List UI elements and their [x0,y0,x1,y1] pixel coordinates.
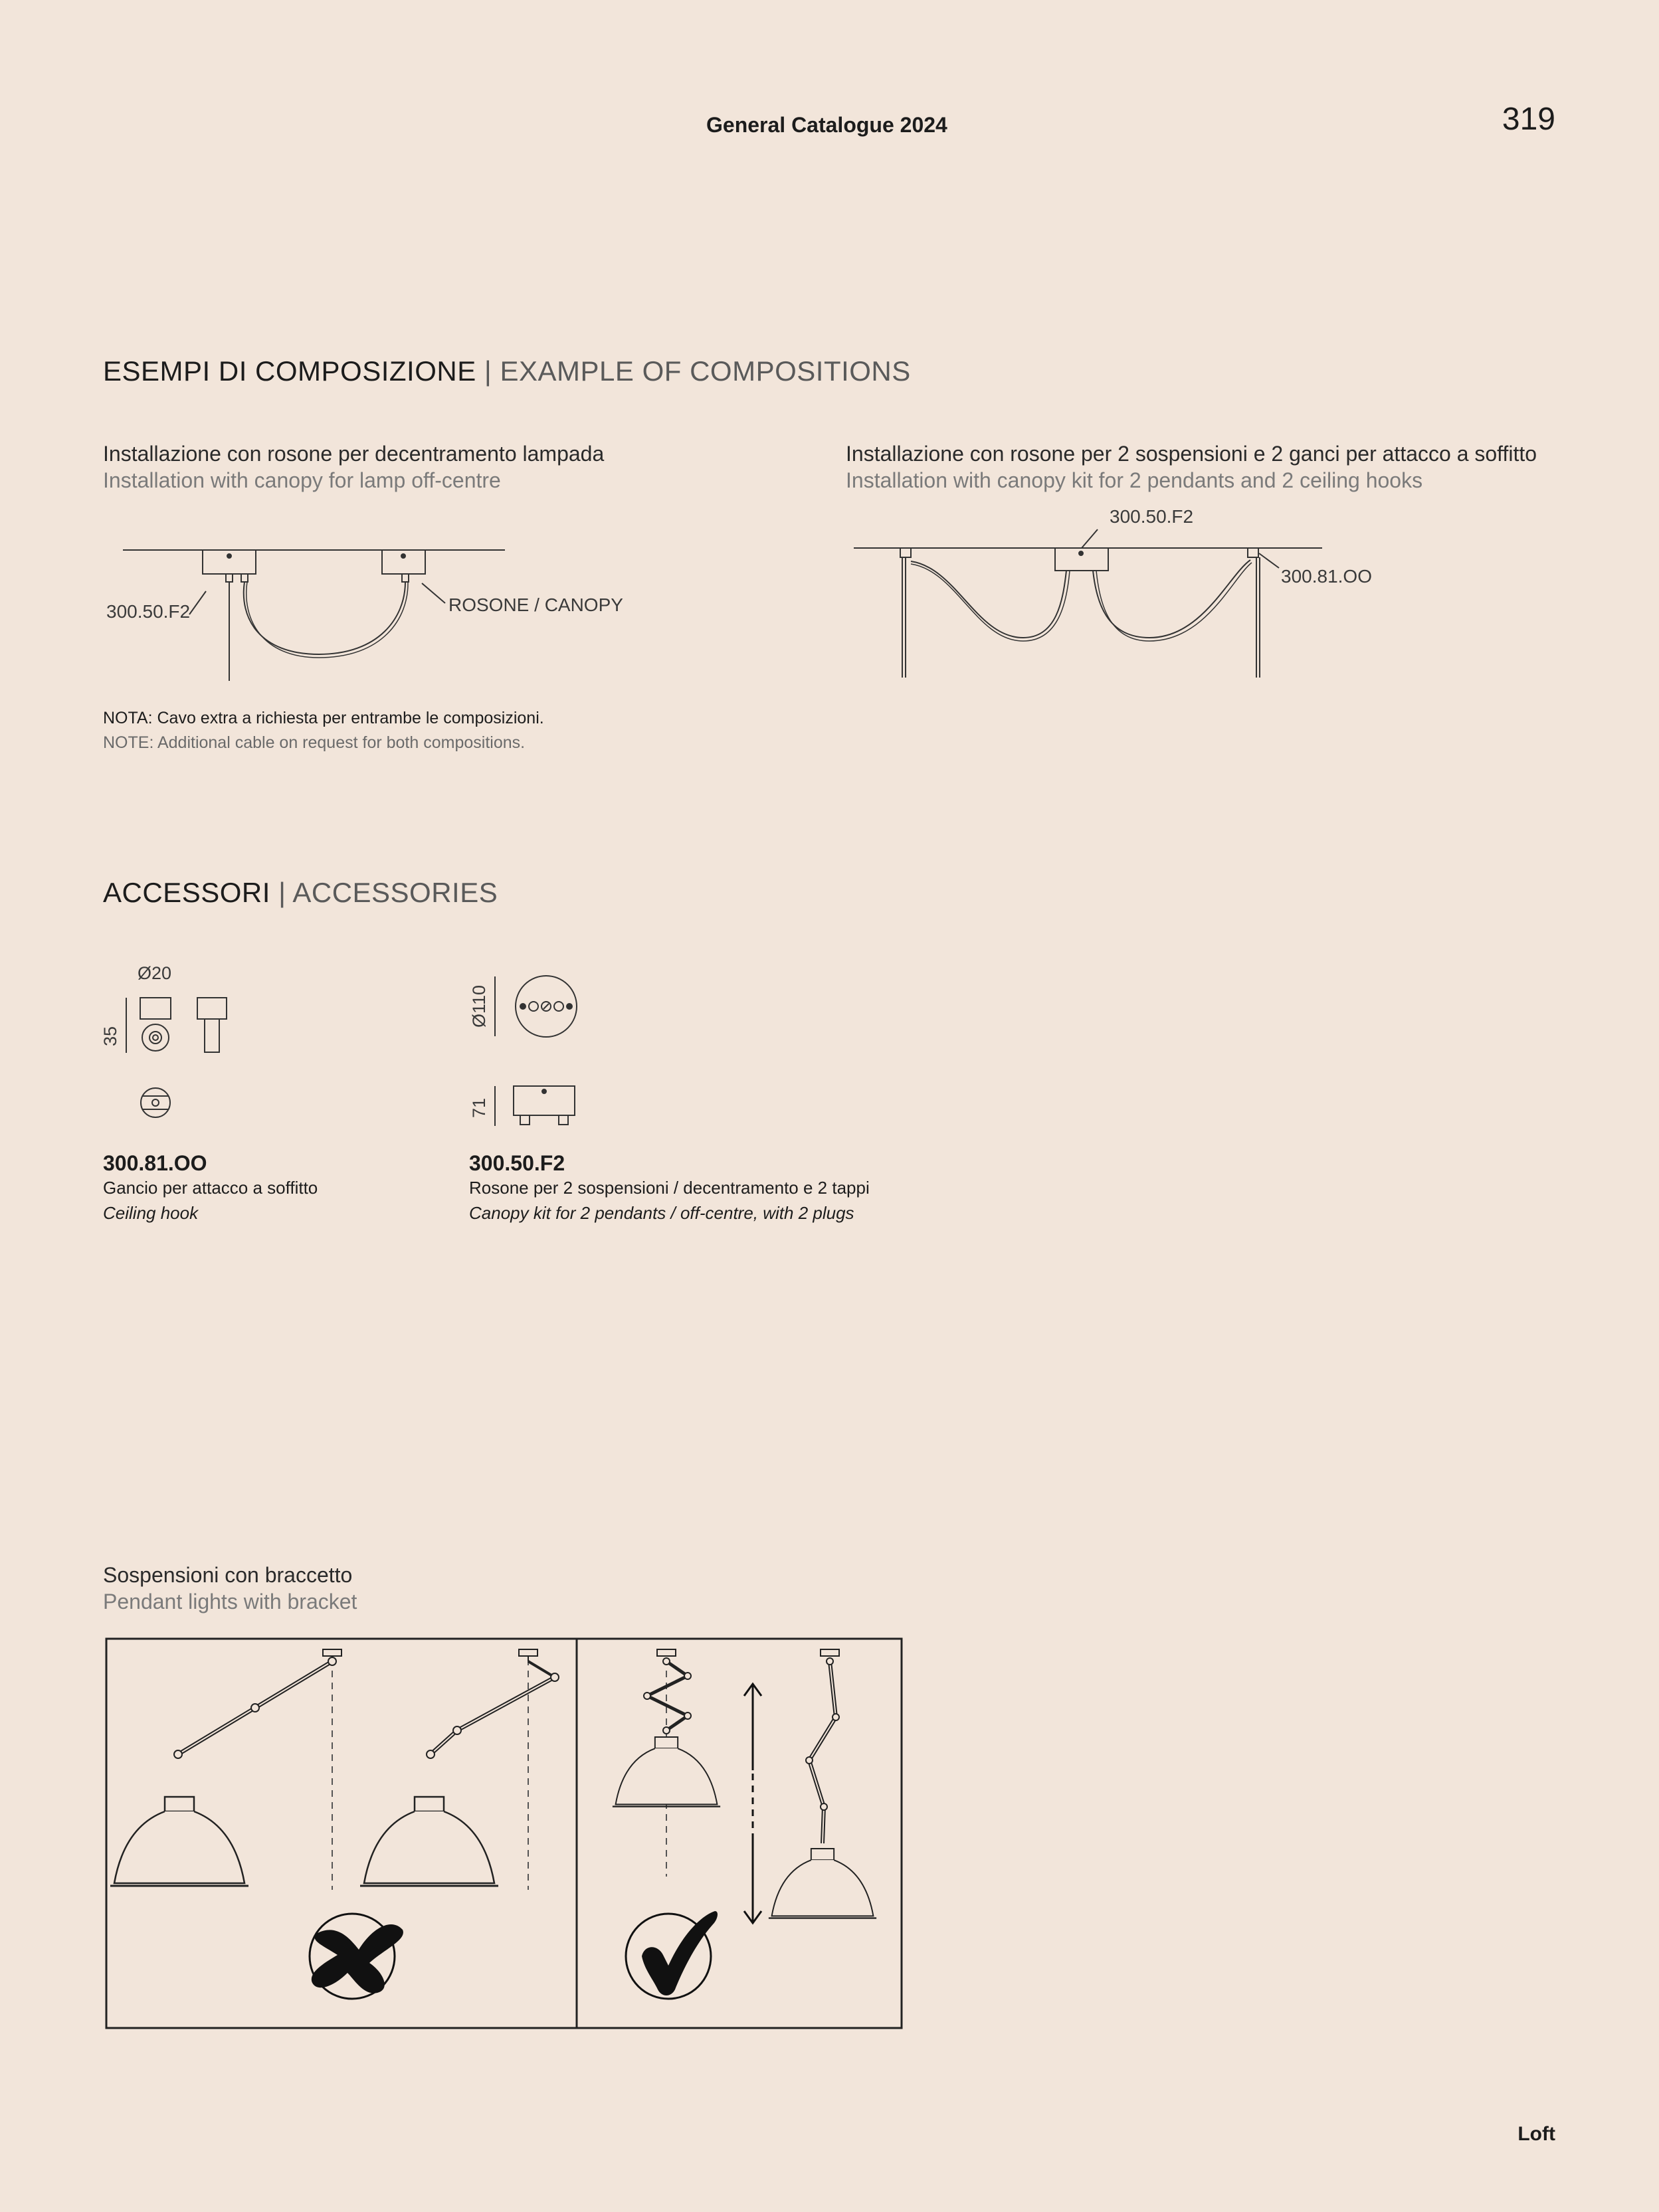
accessories-heading-it: ACCESSORI [103,877,270,908]
cross-circle-icon [310,1914,403,1999]
left-composition-diagram [100,531,644,691]
compositions-heading-en: EXAMPLE OF COMPOSITIONS [500,355,911,387]
accessory-desc-it-hook: Gancio per attacco a soffitto [103,1178,318,1198]
right-code-label: 300.50.F2 [1110,506,1194,527]
hook-diameter-label: Ø20 [138,963,172,983]
accessory-desc-en-canopy: Canopy kit for 2 pendants / off-centre, with 2 plugs [469,1203,854,1223]
right-caption-it: Installazione con rosone per 2 sospensioni e 2 ganci per attacco a soffitto [846,442,1537,466]
left-code-label: 300.50.F2 [106,601,191,622]
right-composition-diagram [844,502,1428,688]
compositions-heading-it: ESEMPI DI COMPOSIZIONE [103,355,476,387]
bracket-lamp-wrong-1 [105,1649,342,1890]
bracket-caption-en: Pendant lights with bracket [103,1590,357,1613]
accessories-heading-en: ACCESSORIES [292,877,498,908]
bracket-lamp-right-folded [585,1649,720,1877]
page-number: 319 [1502,102,1555,137]
accessories-heading [103,877,498,909]
accessory-desc-en-hook: Ceiling hook [103,1203,199,1223]
check-circle-icon [626,1911,718,1999]
heading-separator: | [278,877,286,908]
accessory-code-canopy: 300.50.F2 [469,1151,565,1175]
hook-height-label: 35 [100,1026,120,1047]
bracket-lamp-wrong-2 [324,1649,559,1890]
bracket-usage-diagram [105,1637,904,2031]
canopy-diameter-label: Ø110 [469,984,489,1028]
accessory-code-hook: 300.81.OO [103,1151,207,1175]
ceiling-hook-drawing [96,957,262,1129]
compositions-heading [103,355,911,387]
bracket-caption-it: Sospensioni con braccetto [103,1563,353,1587]
accessory-desc-it-canopy: Rosone per 2 sospensioni / decentramento e 2 tappi [469,1178,870,1198]
footer-brand: Loft [1517,2123,1555,2145]
note-en: NOTE: Additional cable on request for both compositions. [103,733,526,752]
catalogue-title: General Catalogue 2024 [706,113,947,137]
right-hook-label: 300.81.OO [1281,566,1372,587]
note-it: NOTA: Cavo extra a richiesta per entrambe le composizioni. [103,709,544,727]
left-canopy-label: ROSONE / CANOPY [448,595,623,615]
left-caption-en: Installation with canopy for lamp off-centre [103,468,501,492]
heading-separator: | [484,355,492,387]
right-caption-en: Installation with canopy kit for 2 pendants and 2 ceiling hooks [846,468,1423,492]
height-adjust-arrow [744,1684,761,1923]
canopy-height-label: 71 [469,1097,489,1119]
bracket-lamp-right-extended [741,1649,876,1918]
canopy-kit-drawing [465,963,625,1136]
left-caption-it: Installazione con rosone per decentramento lampada [103,442,605,466]
